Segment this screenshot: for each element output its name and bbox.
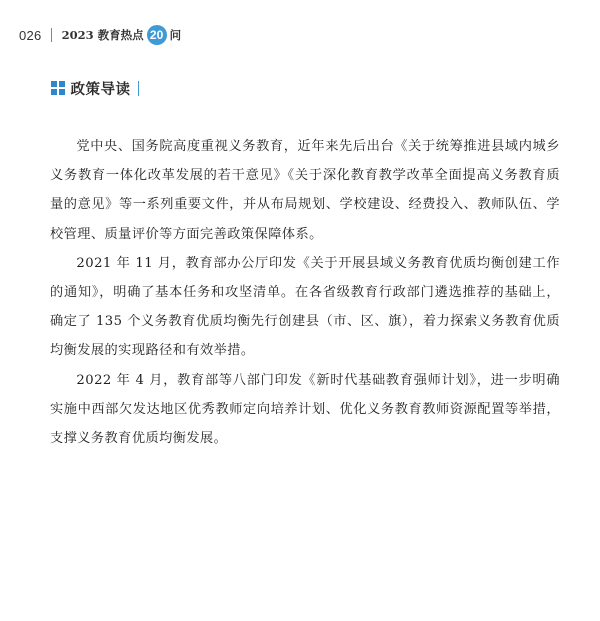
body-text — [50, 132, 560, 453]
book-title — [62, 25, 182, 45]
blue-four-square-icon — [51, 81, 65, 95]
book-title-number-badge: 20 — [147, 25, 167, 45]
paragraph: 2022 年 4 月，教育部等八部门印发《新时代基础教育强师计划》，进一步明确实施中西部欠发达地区优秀教师定向培养计划、优化义务教育教师资源配置等举措，支撑义务教育优质均衡发展。 — [50, 372, 560, 447]
section-heading — [51, 78, 139, 98]
paragraph: 2021 年 11 月，教育部办公厅印发《关于开展县域义务教育优质均衡创建工作的通知》，明确了基本任务和攻坚清单。在各省级教育行政部门遴选推荐的基础上，确定了 135 个义务教育优质均衡先行创建县（市、区、旗），着力探索义务教育优质均衡发展的实现路径和有效举措。 — [50, 255, 560, 359]
section-heading-text: 政策导读 — [70, 81, 131, 98]
section-heading-bar — [138, 81, 140, 96]
running-header — [19, 22, 181, 48]
page-number: 026 — [19, 27, 42, 43]
header-divider — [51, 28, 52, 42]
book-title-suffix: 问 — [169, 28, 182, 42]
paragraph: 党中央、国务院高度重视义务教育，近年来先后出台《关于统筹推进县域内城乡义务教育一体化改革发展的若干意见》《关于深化教育教学改革全面提高义务教育质量的意见》等一系列重要文件，并从布局规划、学校建设、经费投入、教师队伍、学校管理、质量评价等方面完善政策保障体系。 — [50, 139, 560, 242]
book-title-prefix: 2023 教育热点 — [61, 28, 144, 42]
